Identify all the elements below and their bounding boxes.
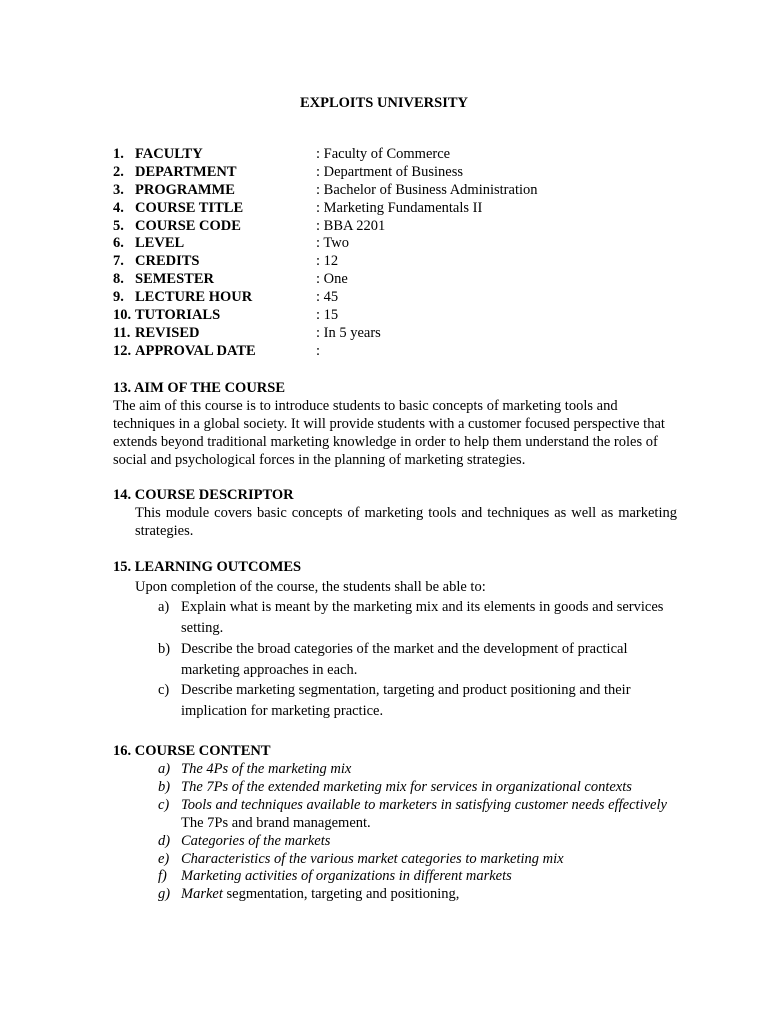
info-label: SEMESTER — [135, 271, 214, 288]
info-number: 2. — [113, 163, 124, 180]
course-content-section — [113, 742, 677, 904]
info-number: 8. — [113, 271, 124, 288]
list-marker: c) — [158, 796, 170, 813]
aim-section — [113, 379, 677, 469]
list-item-text: The 4Ps of the marketing mix — [181, 761, 352, 777]
info-row-department — [113, 164, 673, 182]
info-label: CREDITS — [135, 253, 200, 270]
info-number: 5. — [113, 217, 124, 234]
list-item-text: Explain what is meant by the marketing mix and its elements in goods and services setting. — [181, 599, 664, 636]
list-item — [113, 797, 677, 815]
info-label: REVISED — [135, 324, 200, 341]
outcomes-heading: 15. LEARNING OUTCOMES — [113, 559, 302, 575]
info-value: : Department of Business — [316, 163, 463, 180]
list-item-text-rest: segmentation, targeting and positioning, — [222, 886, 460, 903]
list-item-text-italic: Market — [181, 886, 223, 903]
info-value: : Faculty of Commerce — [316, 146, 451, 162]
info-row-level — [113, 235, 673, 253]
info-label: APPROVAL DATE — [135, 342, 256, 359]
list-item — [113, 680, 677, 722]
info-row-course-code — [113, 218, 673, 236]
list-marker: c) — [158, 682, 170, 698]
info-row-revised — [113, 325, 673, 343]
info-value: : In 5 years — [316, 324, 381, 341]
descriptor-heading: 14. COURSE DESCRIPTOR — [113, 487, 294, 503]
list-item-text: Describe marketing segmentation, targeting and product positioning and their implication for marketing practice. — [181, 682, 631, 719]
list-marker: b) — [158, 778, 171, 795]
info-value: : 45 — [316, 289, 339, 306]
info-value: : 12 — [316, 253, 339, 270]
list-item-text: Marketing activities of organizations in different markets — [181, 868, 512, 885]
list-marker: e) — [158, 850, 170, 867]
info-number: 12. — [113, 342, 132, 359]
info-label: PROGRAMME — [135, 181, 235, 198]
list-item-text: Characteristics of the various market categories to marketing mix — [181, 850, 564, 867]
info-row-tutorials — [113, 307, 673, 325]
list-marker: a) — [158, 761, 171, 777]
info-value: : BBA 2201 — [316, 217, 386, 234]
aim-heading: 13. AIM OF THE COURSE — [113, 380, 286, 396]
info-label: TUTORIALS — [135, 307, 221, 324]
content-list — [113, 761, 677, 815]
learning-outcomes-section — [113, 558, 677, 722]
list-marker: f) — [158, 868, 167, 885]
aim-text: The aim of this course is to introduce students to basic concepts of marketing tools and techniques in a global society. It will provide students with a customer focused perspective that extends beyond traditional marketing knowledge in order to help them understand the roles of social and psychological forces in the planning of marketing strategies. — [113, 398, 665, 468]
info-row-credits — [113, 253, 673, 271]
outcomes-intro: Upon completion of the course, the students shall be able to: — [135, 579, 486, 595]
info-number: 6. — [113, 235, 124, 252]
info-number: 4. — [113, 199, 124, 216]
page-title: EXPLOITS UNIVERSITY — [299, 95, 468, 111]
info-row-approval-date — [113, 343, 673, 361]
list-item — [113, 639, 677, 681]
content-list-continued — [113, 833, 677, 905]
info-label: FACULTY — [135, 146, 203, 162]
list-marker: d) — [158, 832, 171, 849]
info-value: : — [316, 342, 321, 359]
list-item-text: Tools and techniques available to marketers in satisfying customer needs effectively — [181, 796, 667, 813]
descriptor-section — [113, 486, 677, 540]
list-marker: a) — [158, 599, 170, 615]
list-item — [113, 779, 677, 797]
info-number: 3. — [113, 181, 124, 198]
list-marker: g) — [158, 886, 171, 903]
info-number: 11. — [113, 324, 131, 341]
list-item-text: Categories of the markets — [181, 832, 331, 849]
info-row-course-title — [113, 200, 673, 218]
list-marker: b) — [158, 640, 171, 657]
info-label: COURSE CODE — [135, 217, 241, 234]
info-number: 9. — [113, 289, 124, 306]
info-value: : 15 — [316, 307, 339, 324]
list-item — [113, 851, 677, 869]
info-value: : Marketing Fundamentals II — [316, 199, 483, 216]
info-row-faculty — [113, 146, 673, 164]
info-label: COURSE TITLE — [135, 199, 244, 216]
info-label: LECTURE HOUR — [135, 289, 253, 306]
list-item-text: Describe the broad categories of the market and the development of practical marketing approaches in each. — [181, 640, 628, 678]
info-number: 7. — [113, 253, 124, 270]
content-note: The 7Ps and brand management. — [181, 814, 371, 831]
info-number: 1. — [113, 146, 124, 162]
descriptor-text: This module covers basic concepts of marketing tools and techniques as well as marketing strategies. — [135, 505, 677, 539]
info-value: : One — [316, 271, 348, 288]
list-item — [113, 833, 677, 851]
info-label: LEVEL — [135, 235, 185, 252]
list-item — [113, 886, 677, 904]
info-label: DEPARTMENT — [135, 163, 237, 180]
info-number: 10. — [113, 307, 132, 324]
list-item-text: The 7Ps of the extended marketing mix for services in organizational contexts — [181, 778, 632, 795]
info-value: : Bachelor of Business Administration — [316, 181, 538, 198]
course-info-list — [113, 146, 673, 361]
outcomes-list — [113, 597, 677, 722]
list-item — [113, 597, 677, 639]
list-item — [113, 868, 677, 886]
info-row-programme — [113, 182, 673, 200]
list-item — [113, 761, 677, 779]
info-row-lecture-hour — [113, 289, 673, 307]
info-row-semester — [113, 271, 673, 289]
info-value: : Two — [316, 235, 349, 252]
content-heading: 16. COURSE CONTENT — [113, 743, 271, 759]
